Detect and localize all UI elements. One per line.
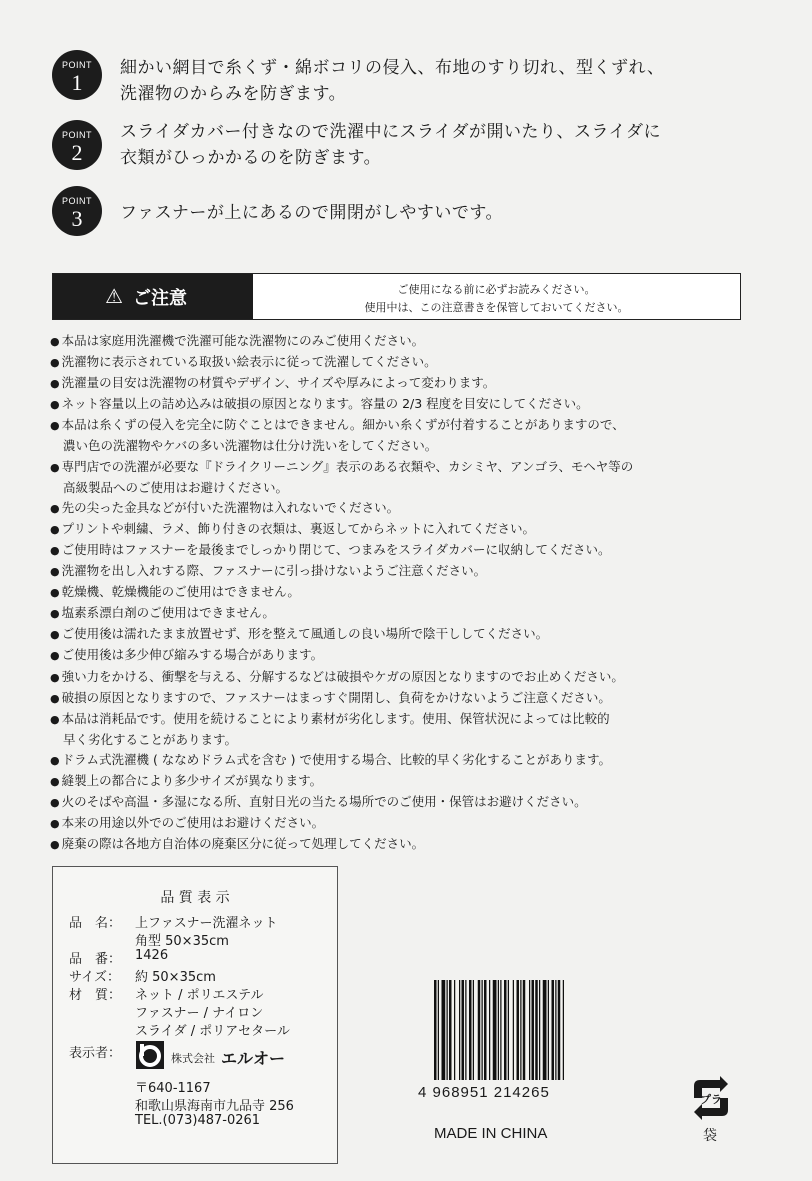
recycle-mark-icon [686,1076,736,1120]
product-name-value: 上ファスナー洗濯ネット [135,916,278,931]
barcode-bar [504,980,507,1080]
bullet-icon: ● [50,607,60,621]
bullet-icon: ● [50,712,60,726]
bullet-icon: ● [50,691,60,705]
bullet-icon: ● [50,501,60,515]
barcode-bar [535,980,538,1080]
barcode-bar [465,980,466,1080]
barcode-bar [454,980,455,1080]
barcode-bar [493,980,497,1080]
bullet-icon: ● [50,774,60,788]
barcode-bar [442,980,446,1080]
caution-item [50,582,750,603]
barcode-number: 4 968951 214265 [418,1084,550,1101]
caution-item-text: 先の尖った金具などが付いた洗濯物は入れないでください。 [61,499,400,515]
caution-item [50,730,750,750]
address: 和歌山県海南市九品寺 256 [135,1099,294,1114]
quality-title: 品 質 表 示 [160,890,230,906]
caution-item [50,478,750,498]
caution-item-text: 火のそばや高温・多湿になる所、直射日光の当たる場所でのご使用・保管はお避けください。 [61,794,587,810]
point-badge-number: 3 [71,206,83,231]
bullet-icon: ● [50,543,60,557]
barcode-bar [558,980,561,1080]
caution-item-text: ご使用後は多少伸び縮みする場合があります。 [61,647,324,663]
caution-item-text: 本来の用途以外でのご使用はお避けください。 [61,815,325,831]
bullet-icon: ● [50,586,60,600]
caution-item-text: ネット容量以上の詰め込みは破損の原因となります。容量の 2/3 程度を目安にしてください。 [61,396,589,412]
point-text-1 [120,55,665,107]
caution-item [50,603,750,624]
barcode-image [434,980,599,1080]
barcode-bar [552,980,555,1080]
bullet-icon: ● [50,419,60,433]
caution-item [50,498,750,519]
barcode-bar [508,980,509,1080]
size-value: 約 50×35cm [135,970,216,985]
caution-header [52,273,741,320]
bullet-icon: ● [50,753,60,767]
point-text-3 [120,200,503,226]
bullet-icon: ● [50,796,60,810]
caution-item [50,813,750,834]
bullet-icon: ● [50,356,60,370]
barcode-bar [520,980,521,1080]
barcode-bar [529,980,530,1080]
caution-note-2: 使用中は、この注意書きを保管しておいてください。 [364,301,629,314]
bullet-icon: ● [50,565,60,579]
barcode-bar [523,980,526,1080]
product-code-label: 品 番： [69,952,122,967]
point-text-2 [120,119,661,171]
point-badge-number: 2 [71,140,83,165]
caution-item-text: 洗濯物を出し入れする際、ファスナーに引っ掛けないようご注意ください。 [61,563,487,579]
product-code-value: 1426 [135,948,169,963]
bullet-icon: ● [50,628,60,642]
caution-item-text: 塩素系漂白剤のご使用はできません。 [61,605,275,621]
barcode-bar [482,980,483,1080]
quality-label-box [52,866,338,1164]
barcode-bar [539,980,540,1080]
point-badge-number: 1 [71,70,83,95]
caution-item-text: 破損の原因となりますので、ファスナーはまっすぐ開閉し、負荷をかけないようご注意ください。 [61,689,611,705]
caution-item-text: 洗濯量の目安は洗濯物の材質やデザイン、サイズや厚みによって変わります。 [61,375,496,391]
barcode-bar [517,980,520,1080]
caution-item-text: 早く劣化することがあります。 [63,731,238,747]
caution-item-text: 濃い色の洗濯物やケバの多い洗濯物は仕分け洗いをしてください。 [63,438,438,454]
caution-item [50,688,750,709]
barcode-bar [469,980,472,1080]
caution-item-text: ご使用時はファスナーを最後までしっかり閉じて、つまみをスライダカバーに収納してください。 [61,541,611,557]
bullet-icon: ● [50,522,60,536]
caution-item-text: 強い力をかける、衝撃を与える、分解するなどは破損やケガの原因となりますのでお止めください。 [61,668,624,684]
caution-item [50,709,750,730]
company-name: エルオー [221,1049,286,1068]
bullet-icon: ● [50,377,60,391]
caution-item-text: 本品は家庭用洗濯機で洗濯可能な洗濯物にのみご使用ください。 [61,333,425,348]
caution-item-text: 廃棄の際は各地方自治体の廃棄区分に従って処理してください。 [61,836,425,852]
caution-item [50,771,750,792]
product-name-label: 品 名： [69,916,122,931]
postal-code: 〒640-1167 [135,1081,211,1096]
point-badge-label: POINT [61,60,92,70]
caution-item [50,792,750,813]
barcode-bar [548,980,549,1080]
point-badge-2 [52,120,102,170]
barcode-bar [532,980,535,1080]
bullet-icon: ● [50,398,60,412]
barcode-bar [447,980,448,1080]
caution-item-text: 縫製上の都合により多少サイズが異なります。 [61,772,323,788]
barcode-bar [498,980,499,1080]
caution-item [50,834,750,855]
caution-item [50,457,750,478]
caution-item-text: ドラム式洗濯機 ( ななめドラム式を含む ) で使用する場合、比較的早く劣化することがあります。 [61,751,612,767]
caution-item [50,519,750,540]
caution-item [50,415,750,436]
barcode-bar [555,980,556,1080]
barcode-bar [543,980,547,1080]
point-text-line: 細かい網目で糸くず・綿ボコリの侵入、布地のすり切れ、型くずれ、 [120,58,665,78]
caution-item [50,436,750,456]
material-value-1: ネット / ポリエステル [135,988,264,1003]
barcode-bar [434,980,437,1080]
caution-item-text: 本品は糸くずの侵入を完全に防ぐことはできません。細かい糸くずが付着することがありますので、 [61,417,625,433]
caution-note-1: ご使用になる前に必ずお読みください。 [397,283,596,296]
barcode-bar [500,980,501,1080]
caution-item-text: 洗濯物に表示されている取扱い絵表示に従って洗濯してください。 [61,354,437,370]
barcode-bar [438,980,439,1080]
caution-item [50,645,750,666]
bullet-icon: ● [50,670,60,684]
product-name-value-2: 角型 50×35cm [135,934,229,949]
point-text-line: ファスナーが上にあるので開閉がしやすいです。 [120,203,503,223]
caution-item [50,624,750,645]
point-badge-1 [52,50,102,100]
caution-item [50,394,750,415]
bullet-icon: ● [50,335,60,348]
barcode-bar [449,980,452,1080]
barcode-bar [489,980,490,1080]
caution-item [50,667,750,688]
caution-item [50,352,750,373]
caution-item [50,540,750,561]
company-prefix: 株式会社 [171,1052,215,1065]
material-label: 材 質： [69,988,122,1003]
caution-item [50,561,750,582]
caution-item-text: 本品は消耗品です。使用を続けることにより素材が劣化します。使用、保管状況によっては比較的 [61,710,610,726]
maker-label: 表示者： [69,1046,122,1061]
caution-list [50,331,750,855]
barcode-bar [473,980,474,1080]
bullet-icon: ● [50,817,60,831]
point-text-line: スライダカバー付きなので洗濯中にスライダが開いたり、スライダに [120,122,661,142]
barcode-bar [563,980,564,1080]
caution-item [50,331,750,352]
barcode-bar [478,980,481,1080]
bullet-icon: ● [50,838,60,852]
made-in-label: MADE IN CHINA [434,1125,548,1142]
caution-item-text: 乾燥機、乾燥機能のご使用はできません。 [61,584,300,600]
warning-icon: ⚠ [105,284,123,308]
caution-item [50,373,750,394]
size-label: サイズ： [69,970,120,985]
caution-title: ご注意 [133,288,187,309]
caution-header-label [53,274,253,319]
point-badge-label: POINT [61,130,92,140]
caution-item-text: プリントや刺繍、ラメ、飾り付きの衣類は、裏返してからネットに入れてください。 [61,520,535,536]
recycle-label: 袋 [703,1128,717,1144]
company-logo-icon [135,1040,165,1070]
telephone: TEL.(073)487-0261 [135,1113,261,1128]
bullet-icon: ● [50,460,60,474]
bullet-icon: ● [50,649,60,663]
caution-item-text: 専門店での洗濯が必要な『ドライクリーニング』表示のある衣類や、カシミヤ、アンゴラ、モヘヤ等の [61,458,634,474]
caution-item [50,750,750,771]
caution-item-text: ご使用後は濡れたまま放置せず、形を整えて風通しの良い場所で陰干ししてください。 [61,626,549,642]
barcode-bar [484,980,487,1080]
barcode-bar [462,980,465,1080]
recycle-mark-text: プラ [700,1093,722,1106]
caution-item-text: 高級製品へのご使用はお避けください。 [63,479,289,495]
barcode-bar [513,980,514,1080]
barcode-bar [459,980,460,1080]
material-value-2: ファスナー / ナイロン [135,1006,264,1021]
point-badge-3 [52,186,102,236]
material-value-3: スライダ / ポリアセタール [135,1024,290,1039]
point-badge-label: POINT [61,196,92,206]
point-text-line: 衣類がひっかかるのを防ぎます。 [120,148,382,168]
point-text-line: 洗濯物のからみを防ぎます。 [120,84,347,104]
